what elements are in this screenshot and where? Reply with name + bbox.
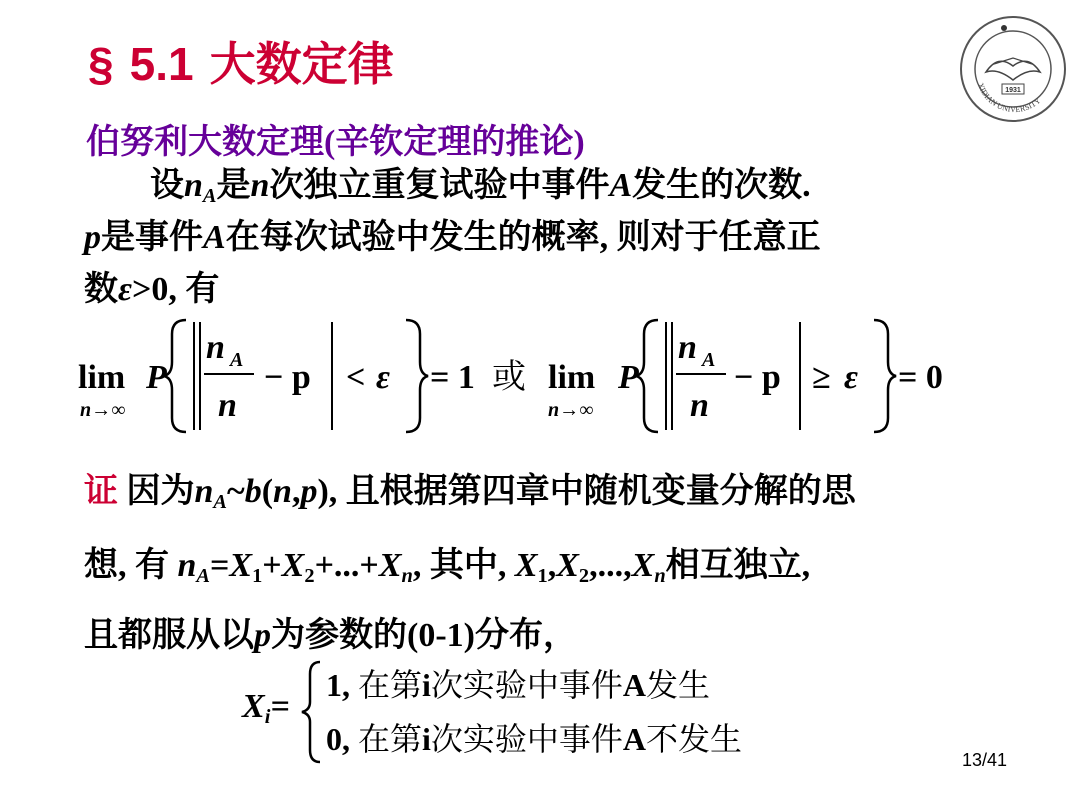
right-brace-2 [874, 320, 896, 432]
proof-label: 证 [84, 473, 118, 510]
cases-brace [300, 660, 324, 764]
university-logo [958, 14, 1068, 124]
frac-num-n-2: n [678, 329, 697, 366]
frac-num-A-1: A [230, 349, 244, 371]
lt-sign: < [346, 359, 366, 396]
minus-p-2: − p [734, 359, 781, 396]
case-occurs: 1, 在第i次实验中事件A发生 [326, 667, 711, 703]
statement-line-1: 设$n_A$是n次独立重复试验中事件A发生的次数. [150, 167, 811, 208]
proof-line-3: 且都服从以p为参数的(0-1)分布， [84, 617, 577, 654]
or-text: 或 [492, 359, 526, 396]
frac-den-1: n [218, 387, 237, 424]
right-brace-1 [406, 320, 428, 432]
page-number: 13/41 [962, 750, 1008, 770]
logo-year: 1931 [1005, 87, 1021, 94]
prob-P-2: P [618, 359, 639, 396]
theorem-heading: 伯努利大数定理(辛钦定理的推论) [86, 124, 585, 161]
proof-line-2: 想, 有 $n_A=X_1+X_2+...+X_n$, 其中, $X_1,X_2,...,X_n$相互独立, [84, 547, 811, 588]
proof-line-1: 证 因为$n_A\sim b(n,p)$, 且根据第四章中随机变量分解的思 [84, 473, 856, 514]
lim-sub-1: n→∞ [80, 399, 126, 421]
lim-1: lim [78, 359, 126, 396]
statement-line-2: p是事件A在每次试验中发生的概率, 则对于任意正 [84, 219, 821, 256]
frac-den-2: n [690, 387, 709, 424]
frac-num-A-2: A [702, 349, 716, 371]
eps-2: ε [844, 359, 858, 396]
case-not-occurs: 0, 在第i次实验中事件A不发生 [326, 721, 743, 757]
statement-line-3: 数ε>0, 有 [84, 271, 220, 308]
eq-zero: = 0 [898, 359, 943, 396]
section-title-text: 大数定律 [209, 39, 394, 90]
eps-1: ε [376, 359, 390, 396]
xi-label: $X_i=$ [242, 688, 290, 729]
logo-english: XIDIAN UNIVERSITY [975, 81, 1043, 115]
prob-P-1: P [146, 359, 167, 396]
page-title [88, 28, 394, 94]
ge-sign: ≥ [812, 359, 831, 396]
minus-p-1: − p [264, 359, 311, 396]
left-brace-2 [636, 320, 658, 432]
frac-num-n-1: n [206, 329, 225, 366]
bernoulli-limit-formula [78, 312, 978, 442]
section-number: 5.1 [129, 38, 194, 90]
eq-one: = 1 [430, 359, 475, 396]
lim-2: lim [548, 359, 596, 396]
section-symbol: § [88, 38, 114, 90]
lim-sub-2: n→∞ [548, 399, 594, 421]
left-brace-1 [164, 320, 186, 432]
